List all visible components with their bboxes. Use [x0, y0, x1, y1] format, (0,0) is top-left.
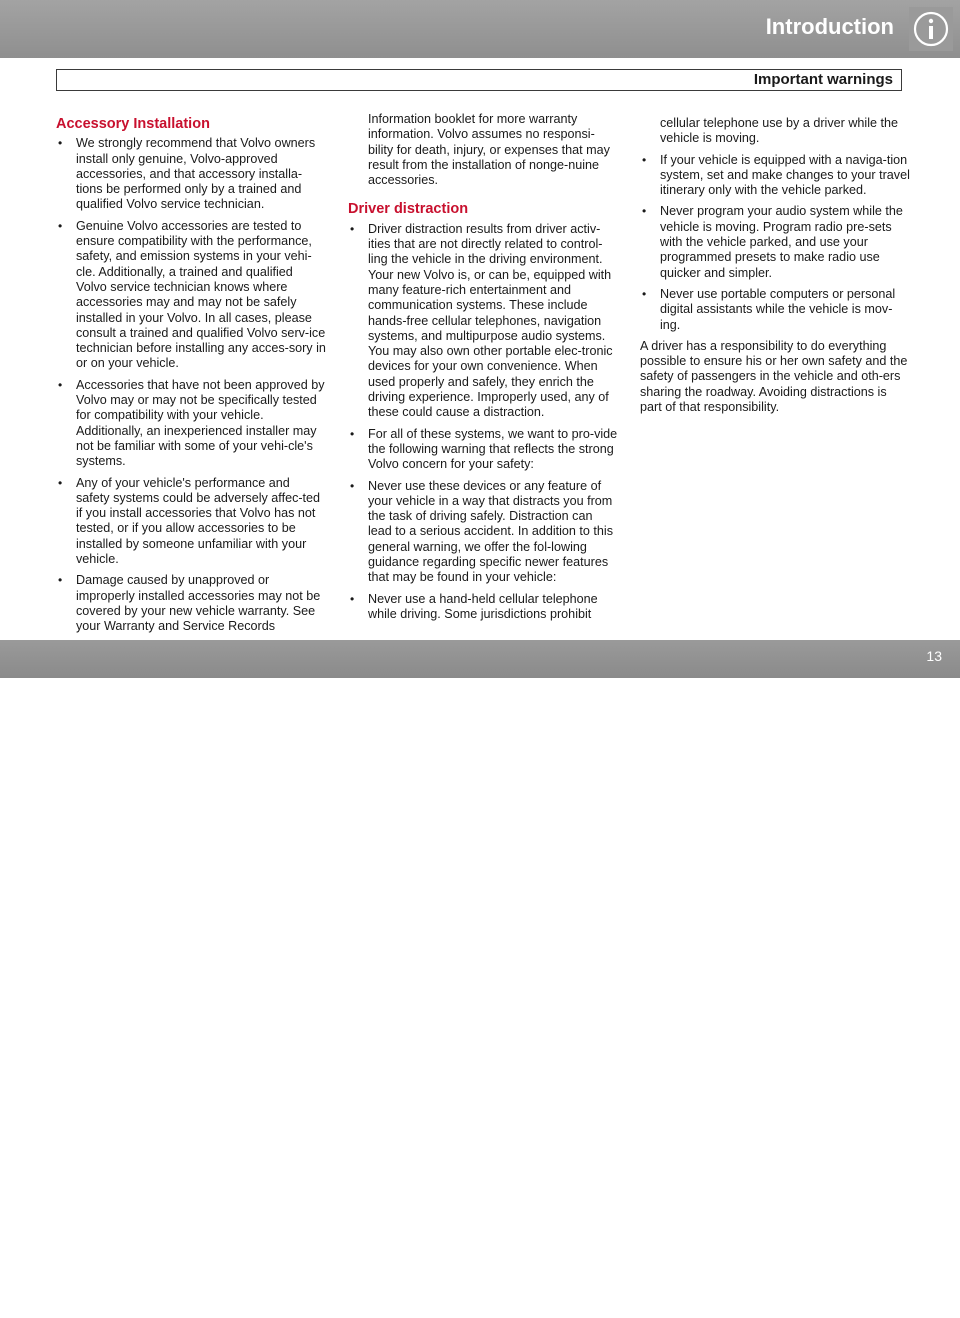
- list-item: • If your vehicle is equipped with a naviga-tion system, set and make changes to your travel itinerary only with the vehicle parked.: [640, 153, 910, 199]
- list-item: • For all of these systems, we want to pro-vide the following warning that reflects the strong Volvo concern for your safety:: [348, 427, 618, 473]
- page-number: 13: [926, 648, 942, 664]
- section-bar: [56, 69, 902, 91]
- accessory-installation-heading: Accessory Installation: [56, 116, 210, 132]
- accessory-bullet-list: [56, 136, 326, 634]
- continuation-text: Information booklet for more warranty information. Volvo assumes no responsi-bility for death, injury, or expenses that may result from the installation of nonge-nuine accessories.: [368, 112, 610, 188]
- list-item: • Driver distraction results from driver activ-ities that are not directly related to control-ling the vehicle in the driving environment. Your new Volvo is, or can be, equipped with many feature-rich entertainment and communication systems. These include hands-free cellular telephones, navigation systems, and multipurpose audio systems. You may also own other portable elec-tronic devices for your own convenience. When used properly and safely, they enrich the driving experience. Improperly used, any of these could cause a distraction.: [348, 222, 618, 421]
- list-item: • Never program your audio system while the vehicle is moving. Program radio pre-sets with the vehicle parked, and use your programmed presets to make radio use quicker and simpler.: [640, 204, 910, 280]
- section-title: Important warnings: [753, 71, 893, 88]
- column-2: [348, 112, 618, 628]
- list-item: • We strongly recommend that Volvo owners install only genuine, Volvo-approved accessories, and that accessory installa-tions be performed only by a trained and qualified Volvo service technician.: [56, 136, 326, 212]
- distraction-bullet-list: [348, 222, 618, 622]
- header-bar: [0, 0, 960, 58]
- driver-distraction-heading: Driver distraction: [348, 201, 469, 218]
- list-item: • Accessories that have not been approved by Volvo may or may not be specifically tested for compatibility with your vehicle. Additionally, an inexperienced installer may not be familiar with some of your vehi-cle's systems.: [56, 378, 326, 470]
- list-item: • Never use portable computers or personal digital assistants while the vehicle is mov-ing.: [640, 287, 910, 333]
- watermark-text: carmanualsonline.info: [580, 1290, 835, 1317]
- list-item: • Genuine Volvo accessories are tested to ensure compatibility with the performance, safety, and emission systems in your vehi-cle. Additionally, a trained and qualified Volvo service technician knows where accessories may and may not be safely installed in your Volvo. In all cases, please consult a trained and qualified Volvo serv-ice technician before installing any acces-sory in or on your vehicle.: [56, 219, 326, 372]
- column-3: [640, 116, 910, 421]
- continuation-text: cellular telephone use by a driver while the vehicle is moving.: [660, 116, 899, 146]
- column-1: [56, 112, 326, 641]
- responsibility-paragraph: A driver has a responsibility to do everything possible to ensure his or her own safety and the safety of passengers in the vehicle and oth-ers sharing the roadway. Avoiding distractions is part of that responsibility.: [640, 338, 908, 415]
- chapter-title: Introduction: [765, 14, 894, 39]
- list-item: • Never use a hand-held cellular telephone while driving. Some jurisdictions prohibit: [348, 592, 618, 623]
- list-item: • Never use these devices or any feature of your vehicle in a way that distracts you from the task of driving safely. Distraction can lead to a serious accident. In addition to this general warning, we offer the fol-lowing guidance regarding specific newer features that may be found in your vehicle:: [348, 479, 618, 586]
- footer-bar: [0, 640, 960, 1317]
- distraction-bullet-list-continued: [640, 153, 910, 333]
- list-item: • Damage caused by unapproved or improperly installed accessories may not be covered by your new vehicle warranty. See your Warranty and Service Records: [56, 573, 326, 634]
- list-item: • Any of your vehicle's performance and safety systems could be adversely affec-ted if you install accessories that Volvo has not tested, or if you allow accessories to be installed by someone unfamiliar with your vehicle.: [56, 476, 326, 568]
- info-icon: [908, 6, 954, 52]
